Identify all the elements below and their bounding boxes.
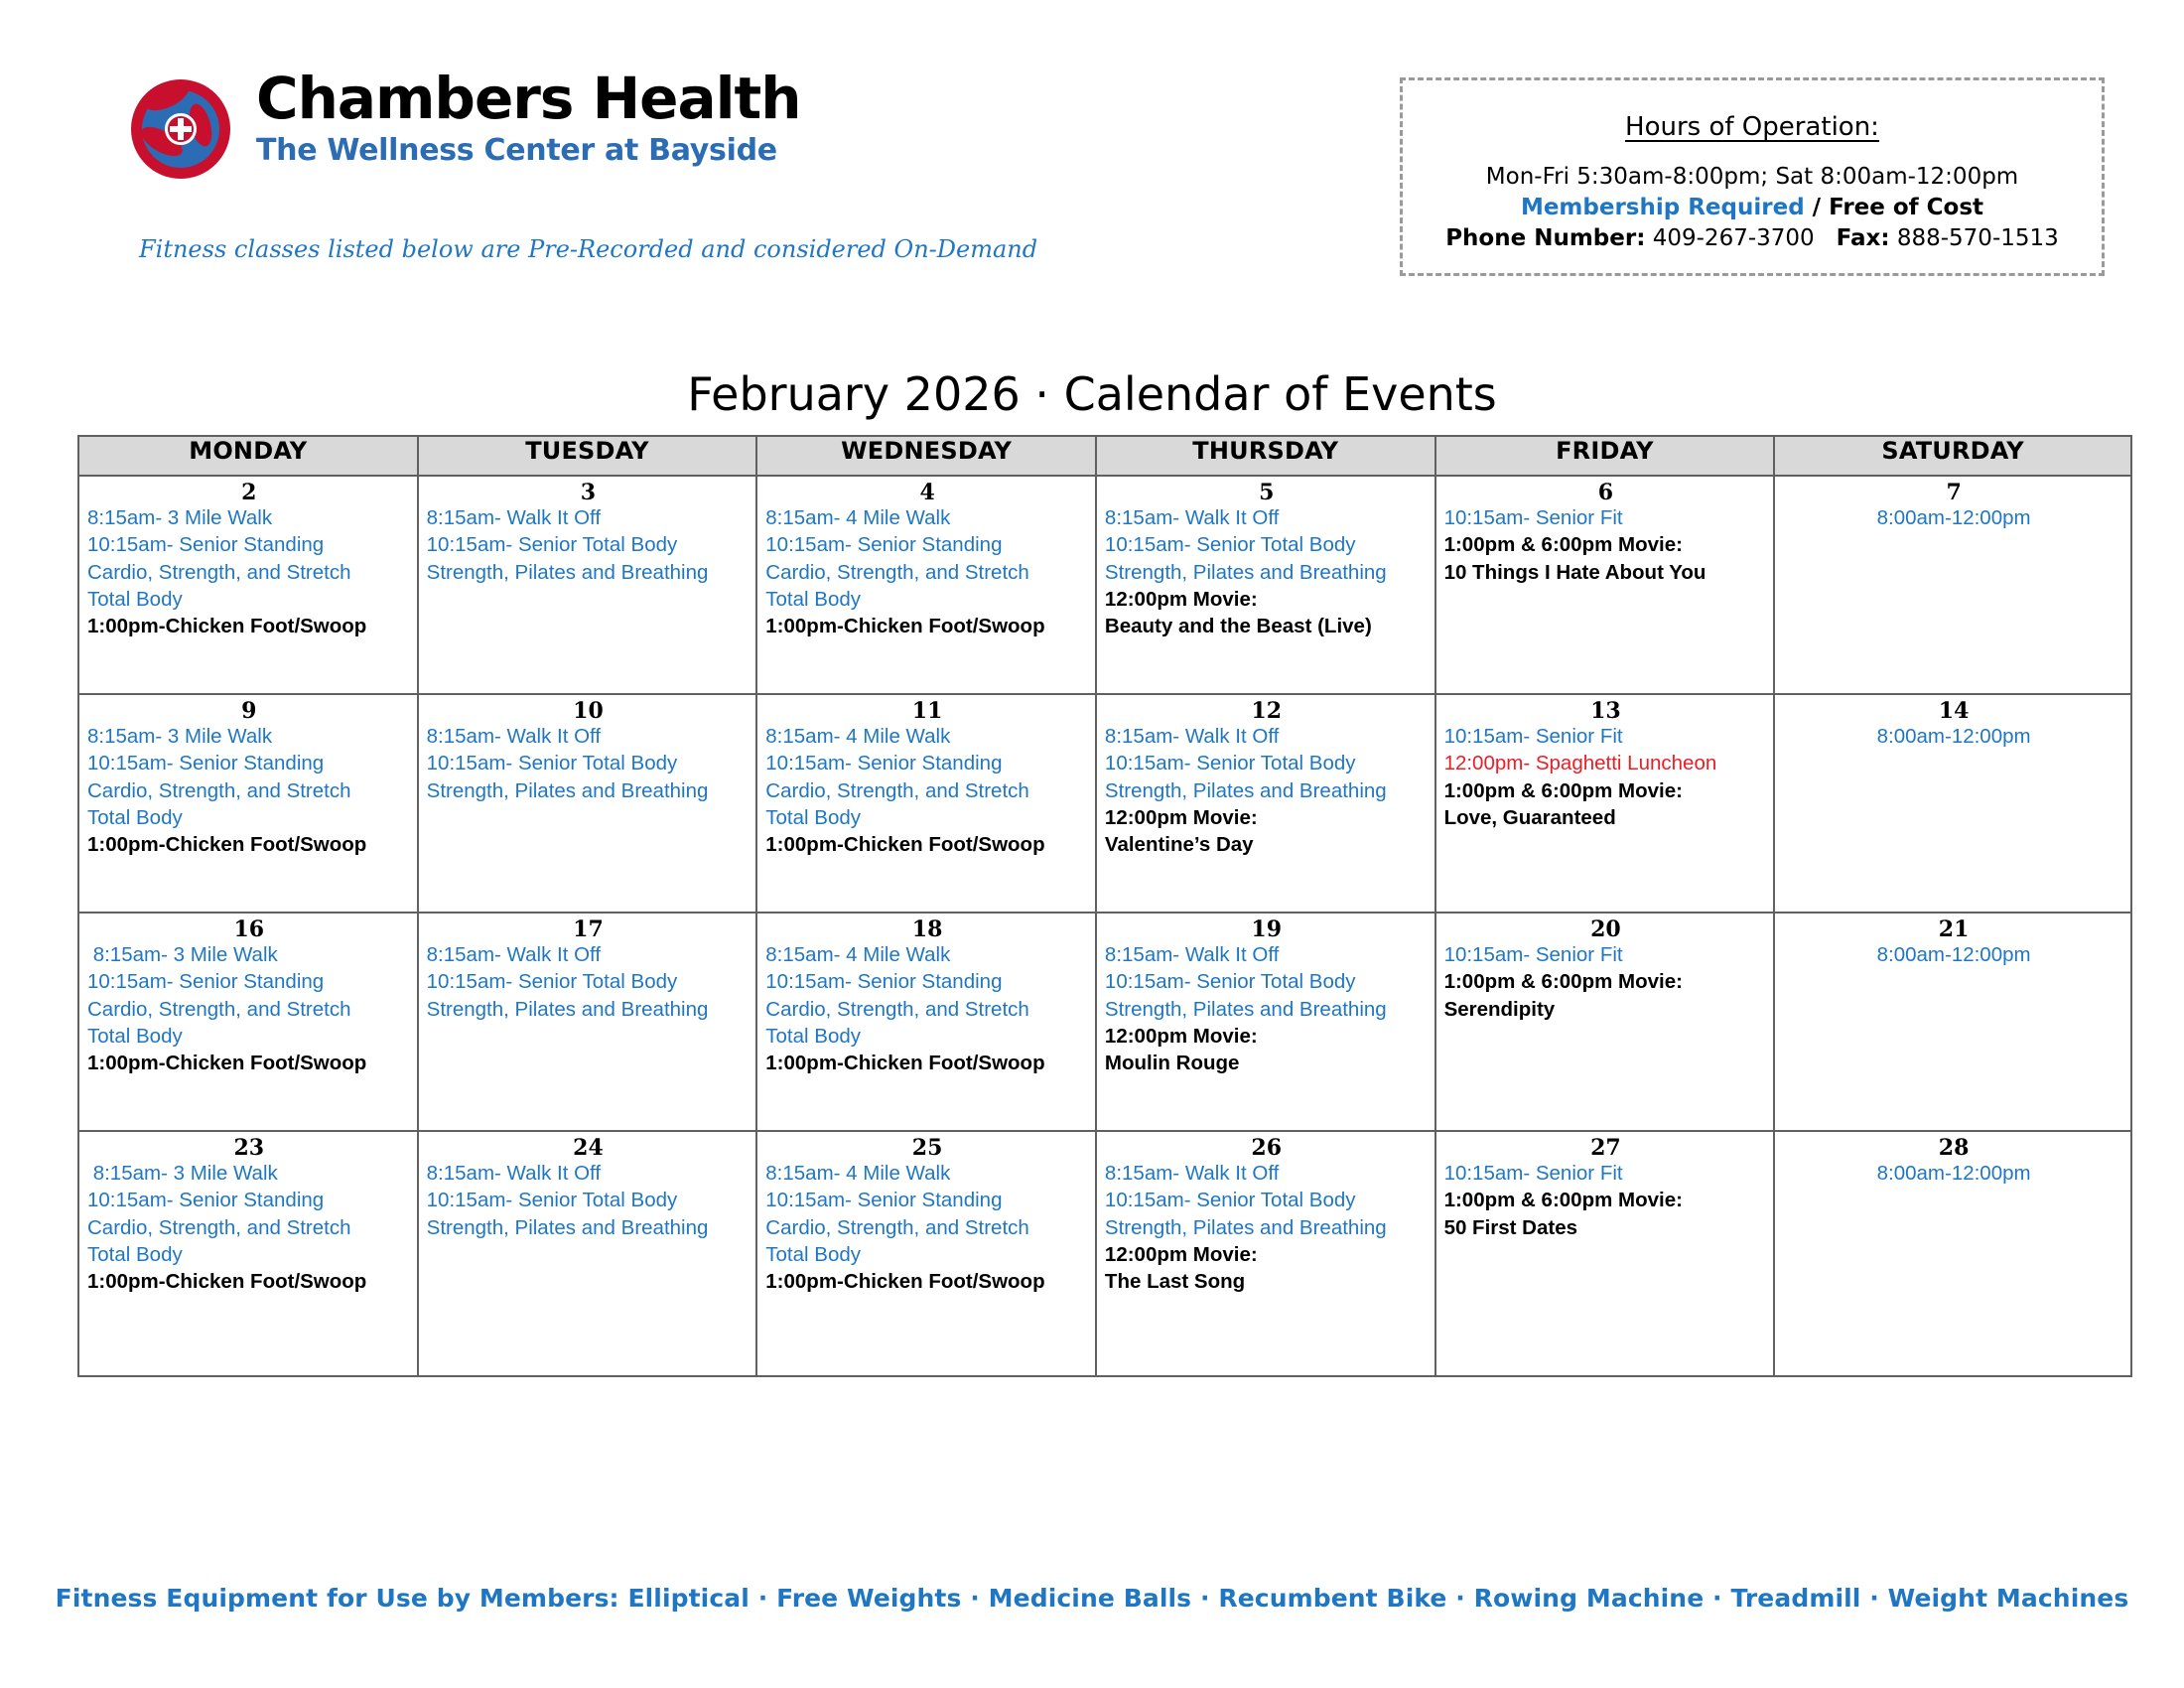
event-line: 10:15am- Senior Total Body (426, 970, 678, 994)
calendar-day-cell[interactable] (1435, 1131, 1775, 1376)
event-line: 10:15am- Senior Total Body (1104, 533, 1356, 557)
calendar-table (77, 435, 2132, 1377)
day-number: 14 (1938, 698, 1970, 724)
event-line: 10:15am- Senior Standing (765, 970, 1003, 994)
day-number: 20 (1590, 916, 1621, 942)
event-line: 10:15am- Senior Fit (1443, 725, 1623, 749)
day-number: 9 (241, 698, 257, 724)
fax-number: 888-570-1513 (1896, 225, 2059, 251)
event-line: 1:00pm & 6:00pm Movie: (1443, 533, 1683, 557)
event-line: 8:15am- Walk It Off (1104, 943, 1280, 967)
calendar-body (78, 476, 2131, 1376)
calendar-day-cell[interactable] (1435, 913, 1775, 1131)
day-number: 24 (573, 1135, 604, 1161)
event-line: Cardio, Strength, and Stretch (87, 778, 351, 802)
day-cell-content (757, 1132, 1095, 1299)
event-line: 8:15am- Walk It Off (426, 725, 602, 749)
day-cell-content (79, 914, 417, 1080)
day-number: 2 (241, 480, 257, 505)
hours-membership-line (1403, 195, 2102, 220)
day-number: 11 (911, 698, 943, 724)
event-line: Love, Guaranteed (1443, 805, 1616, 829)
event-line: 12:00pm Movie: (1104, 587, 1258, 611)
event-line: 8:15am- Walk It Off (1104, 725, 1280, 749)
day-cell-content (757, 695, 1095, 862)
event-line: Serendipity (1443, 997, 1556, 1021)
event-line: 8:15am- 4 Mile Walk (765, 1162, 951, 1186)
calendar-day-cell[interactable] (78, 476, 418, 694)
day-cell-content (1436, 477, 1774, 590)
event-line: Valentine’s Day (1104, 833, 1254, 857)
event-line: Cardio, Strength, and Stretch (87, 997, 351, 1021)
day-number: 27 (1590, 1135, 1621, 1161)
membership-separator: / (1804, 195, 1830, 220)
day-cell-content (1775, 695, 2130, 754)
event-line: 8:00am-12:00pm (1876, 1162, 2031, 1186)
event-line: The Last Song (1104, 1270, 1246, 1294)
day-cell-content (1775, 1132, 2130, 1191)
event-line: 10:15am- Senior Standing (87, 1189, 325, 1212)
day-header-wednesday: WEDNESDAY (756, 436, 1096, 476)
event-line: 8:15am- 3 Mile Walk (87, 943, 278, 967)
day-number: 5 (1259, 480, 1275, 505)
calendar-day-cell[interactable] (1435, 694, 1775, 913)
hours-contact-line (1403, 225, 2102, 251)
event-line: 1:00pm-Chicken Foot/Swoop (87, 1052, 367, 1075)
calendar-day-cell[interactable] (1096, 694, 1435, 913)
event-line: 8:15am- Walk It Off (426, 943, 602, 967)
event-line: Total Body (87, 1242, 183, 1266)
brand-subtitle: The Wellness Center at Bayside (256, 133, 777, 168)
day-number: 13 (1590, 698, 1621, 724)
page-title: February 2026 · Calendar of Events (687, 367, 1497, 421)
day-cell-content (1436, 695, 1774, 835)
event-line: Cardio, Strength, and Stretch (87, 1215, 351, 1239)
event-line: 12:00pm Movie: (1104, 805, 1258, 829)
day-cell-content (1436, 914, 1774, 1027)
chambers-health-swirl-cross-logo-icon (127, 75, 234, 183)
event-line: 8:15am- 4 Mile Walk (765, 943, 951, 967)
day-number: 23 (233, 1135, 265, 1161)
calendar-header-row (78, 436, 2131, 476)
event-line: 10:15am- Senior Total Body (1104, 970, 1356, 994)
event-line: 1:00pm & 6:00pm Movie: (1443, 970, 1683, 994)
day-cell-content (757, 477, 1095, 643)
calendar-day-cell[interactable] (1774, 476, 2131, 694)
event-line: Total Body (87, 1024, 183, 1048)
day-cell-content (1097, 914, 1434, 1080)
calendar-day-cell[interactable] (1096, 1131, 1435, 1376)
event-line: 8:15am- 3 Mile Walk (87, 1162, 278, 1186)
calendar-day-cell[interactable] (418, 1131, 757, 1376)
event-line: 1:00pm & 6:00pm Movie: (1443, 778, 1683, 802)
event-line: Strength, Pilates and Breathing (1104, 560, 1387, 584)
event-line: Cardio, Strength, and Stretch (765, 1215, 1029, 1239)
event-line: 10:15am- Senior Total Body (1104, 1189, 1356, 1212)
event-line: 8:00am-12:00pm (1876, 506, 2031, 530)
day-number: 28 (1938, 1135, 1970, 1161)
day-number: 10 (573, 698, 604, 724)
event-line: 10:15am- Senior Total Body (426, 752, 678, 775)
event-line: 12:00pm- Spaghetti Luncheon (1443, 752, 1717, 775)
event-line: 10:15am- Senior Total Body (1104, 752, 1356, 775)
event-line: 10:15am- Senior Standing (87, 970, 325, 994)
event-line: 10:15am- Senior Standing (765, 752, 1003, 775)
day-header-saturday: SATURDAY (1774, 436, 2131, 476)
event-line: 10:15am- Senior Fit (1443, 506, 1623, 530)
event-line: 8:15am- Walk It Off (1104, 1162, 1280, 1186)
day-cell-content (1436, 1132, 1774, 1245)
calendar-day-cell[interactable] (1774, 694, 2131, 913)
event-line: 8:15am- 4 Mile Walk (765, 725, 951, 749)
calendar-day-cell[interactable] (1774, 913, 2131, 1131)
event-line: 10:15am- Senior Standing (87, 533, 325, 557)
day-cell-content (419, 914, 756, 1027)
event-line: 1:00pm-Chicken Foot/Swoop (765, 1052, 1045, 1075)
event-line: Total Body (87, 805, 183, 829)
event-line: Strength, Pilates and Breathing (426, 778, 709, 802)
event-line: Moulin Rouge (1104, 1052, 1240, 1075)
calendar-day-cell[interactable] (1774, 1131, 2131, 1376)
calendar-day-cell[interactable] (418, 913, 757, 1131)
day-cell-content (1097, 477, 1434, 643)
calendar-day-cell[interactable] (78, 694, 418, 913)
day-cell-content (79, 695, 417, 862)
day-header-tuesday: TUESDAY (418, 436, 757, 476)
day-number: 25 (911, 1135, 943, 1161)
event-line: 8:15am- 3 Mile Walk (87, 506, 273, 530)
event-line: Strength, Pilates and Breathing (426, 997, 709, 1021)
event-line: Strength, Pilates and Breathing (1104, 997, 1387, 1021)
event-line: 12:00pm Movie: (1104, 1242, 1258, 1266)
event-line: 12:00pm Movie: (1104, 1024, 1258, 1048)
calendar-day-cell[interactable] (756, 913, 1096, 1131)
event-line: Beauty and the Beast (Live) (1104, 615, 1372, 638)
event-line: Total Body (765, 805, 862, 829)
day-number: 6 (1597, 480, 1614, 505)
event-line: 8:00am-12:00pm (1876, 943, 2031, 967)
hours-schedule: Mon-Fri 5:30am-8:00pm; Sat 8:00am-12:00pm (1485, 164, 2019, 190)
event-line: 10:15am- Senior Fit (1443, 1162, 1623, 1186)
day-cell-content (419, 1132, 756, 1245)
event-line: 10:15am- Senior Standing (765, 1189, 1003, 1212)
page-header (0, 0, 2184, 298)
event-line: 1:00pm-Chicken Foot/Swoop (765, 615, 1045, 638)
brand-logo-block (127, 65, 801, 183)
day-header-thursday: THURSDAY (1096, 436, 1435, 476)
calendar-day-cell[interactable] (418, 694, 757, 913)
event-line: Cardio, Strength, and Stretch (765, 778, 1029, 802)
calendar-day-cell[interactable] (756, 1131, 1096, 1376)
event-line: 10:15am- Senior Standing (765, 533, 1003, 557)
hours-title: Hours of Operation: (1625, 112, 1879, 142)
calendar-day-cell[interactable] (418, 476, 757, 694)
day-number: 26 (1251, 1135, 1283, 1161)
day-cell-content (419, 477, 756, 590)
day-cell-content (419, 695, 756, 808)
tagline: Fitness classes listed below are Pre-Recorded and considered On-Demand (139, 235, 1038, 263)
event-line: Strength, Pilates and Breathing (426, 560, 709, 584)
calendar-week-row (78, 1131, 2131, 1376)
event-line: Total Body (765, 1242, 862, 1266)
event-line: Total Body (765, 587, 862, 611)
day-cell-content (757, 914, 1095, 1080)
calendar-day-cell[interactable] (1435, 476, 1775, 694)
membership-required-text: Membership Required (1520, 195, 1805, 220)
event-line: Cardio, Strength, and Stretch (765, 560, 1029, 584)
event-line: Cardio, Strength, and Stretch (87, 560, 351, 584)
event-line: 1:00pm-Chicken Foot/Swoop (87, 833, 367, 857)
day-number: 12 (1251, 698, 1283, 724)
calendar-week-row (78, 476, 2131, 694)
free-of-cost-text: Free of Cost (1829, 195, 1984, 220)
event-line: 8:15am- Walk It Off (426, 1162, 602, 1186)
calendar-day-cell[interactable] (756, 476, 1096, 694)
event-line: 8:15am- 3 Mile Walk (87, 725, 273, 749)
event-line: 8:15am- Walk It Off (1104, 506, 1280, 530)
event-line: 50 First Dates (1443, 1215, 1578, 1239)
calendar-week-row (78, 913, 2131, 1131)
day-cell-content (1097, 695, 1434, 862)
event-line: Strength, Pilates and Breathing (1104, 1215, 1387, 1239)
event-line: 1:00pm-Chicken Foot/Swoop (765, 1270, 1045, 1294)
event-line: 8:00am-12:00pm (1876, 725, 2031, 749)
day-number: 21 (1938, 916, 1970, 942)
fax-label: Fax: (1836, 225, 1890, 251)
event-line: Total Body (87, 587, 183, 611)
event-line: 10 Things I Hate About You (1443, 560, 1706, 584)
calendar-day-cell[interactable] (1096, 476, 1435, 694)
event-line: Total Body (765, 1024, 862, 1048)
equipment-footer: Fitness Equipment for Use by Members: Elliptical · Free Weights · Medicine Balls · Recumbent Bike · Rowing Machine · Treadmill · Weight Machines (55, 1584, 2129, 1613)
day-header-friday: FRIDAY (1435, 436, 1775, 476)
day-cell-content (1775, 477, 2130, 535)
calendar-day-cell[interactable] (78, 1131, 418, 1376)
event-line: 10:15am- Senior Total Body (426, 1189, 678, 1212)
day-number: 16 (233, 916, 265, 942)
day-cell-content (1775, 914, 2130, 972)
calendar-day-cell[interactable] (756, 694, 1096, 913)
day-cell-content (79, 1132, 417, 1299)
event-line: Strength, Pilates and Breathing (426, 1215, 709, 1239)
event-line: 8:15am- Walk It Off (426, 506, 602, 530)
day-cell-content (1097, 1132, 1434, 1299)
calendar-day-cell[interactable] (1096, 913, 1435, 1131)
event-line: 1:00pm-Chicken Foot/Swoop (87, 615, 367, 638)
phone-label: Phone Number: (1445, 225, 1646, 251)
day-number: 17 (573, 916, 604, 942)
brand-text (256, 65, 801, 168)
event-line: 10:15am- Senior Fit (1443, 943, 1623, 967)
day-header-monday: MONDAY (78, 436, 418, 476)
event-line: 1:00pm-Chicken Foot/Swoop (765, 833, 1045, 857)
phone-number: 409-267-3700 (1652, 225, 1815, 251)
calendar-day-cell[interactable] (78, 913, 418, 1131)
day-number: 19 (1251, 916, 1283, 942)
day-cell-content (79, 477, 417, 643)
day-number: 3 (580, 480, 597, 505)
event-line: 8:15am- 4 Mile Walk (765, 506, 951, 530)
event-line: 1:00pm-Chicken Foot/Swoop (87, 1270, 367, 1294)
calendar-week-row (78, 694, 2131, 913)
event-line: Strength, Pilates and Breathing (1104, 778, 1387, 802)
event-line: 10:15am- Senior Total Body (426, 533, 678, 557)
day-number: 4 (919, 480, 935, 505)
day-number: 18 (911, 916, 943, 942)
event-line: 10:15am- Senior Standing (87, 752, 325, 775)
event-line: 1:00pm & 6:00pm Movie: (1443, 1189, 1683, 1212)
hours-of-operation-box (1400, 77, 2105, 276)
brand-name: Chambers Health (256, 65, 801, 132)
event-line: Cardio, Strength, and Stretch (765, 997, 1029, 1021)
day-number: 7 (1946, 480, 1962, 505)
